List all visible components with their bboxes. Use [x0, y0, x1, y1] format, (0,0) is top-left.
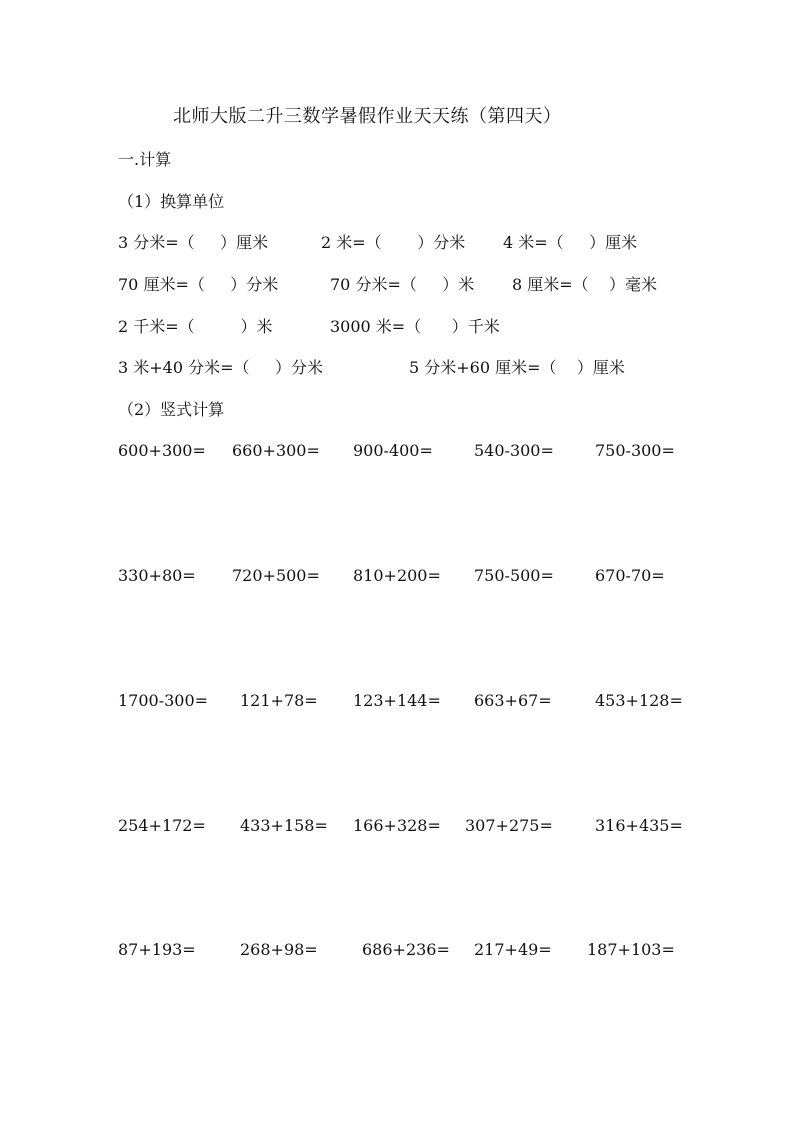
conversion-item: 3 米+40 分米=（ ）分米: [118, 358, 323, 377]
conversion-item: 2 千米=（ ）米: [118, 317, 273, 336]
calc-problem: 1700-300=: [118, 691, 209, 710]
calc-problem: 540-300=: [474, 441, 554, 460]
section-heading: 一.计算: [118, 150, 172, 169]
calc-problem: 600+300=: [118, 441, 206, 460]
calc-problem: 663+67=: [474, 691, 552, 710]
calc-problem: 686+236=: [362, 940, 450, 959]
calc-problem: 453+128=: [595, 691, 683, 710]
calc-problem: 720+500=: [232, 566, 320, 585]
page-title: 北师大版二升三数学暑假作业天天练（第四天）: [173, 106, 562, 127]
calc-problem: 810+200=: [353, 566, 441, 585]
calc-problem: 268+98=: [240, 940, 318, 959]
calc-problem: 660+300=: [232, 441, 320, 460]
calc-problem: 433+158=: [240, 816, 328, 835]
calc-problem: 123+144=: [353, 691, 441, 710]
part1-heading: （1）换算单位: [118, 192, 225, 211]
part2-heading: （2）竖式计算: [118, 400, 225, 419]
calc-problem: 87+193=: [118, 940, 196, 959]
conversion-item: 2 米=（ ）分米: [321, 233, 466, 252]
calc-problem: 217+49=: [474, 940, 552, 959]
calc-problem: 166+328=: [353, 816, 441, 835]
conversion-item: 8 厘米=（ ）毫米: [512, 275, 658, 294]
calc-problem: 900-400=: [353, 441, 433, 460]
calc-problem: 670-70=: [595, 566, 665, 585]
conversion-item: 70 厘米=（ ）分米: [118, 275, 279, 294]
calc-problem: 307+275=: [465, 816, 553, 835]
calc-problem: 254+172=: [118, 816, 206, 835]
conversion-item: 4 米=（ ）厘米: [503, 233, 638, 252]
calc-problem: 316+435=: [595, 816, 683, 835]
conversion-item: 70 分米=（ ）米: [330, 275, 475, 294]
conversion-item: 5 分米+60 厘米=（ ）厘米: [409, 358, 625, 377]
conversion-item: 3000 米=（ ）千米: [330, 317, 500, 336]
calc-problem: 330+80=: [118, 566, 196, 585]
calc-problem: 187+103=: [587, 940, 675, 959]
calc-problem: 750-500=: [474, 566, 554, 585]
conversion-item: 3 分米=（ ）厘米: [118, 233, 269, 252]
calc-problem: 750-300=: [595, 441, 675, 460]
calc-problem: 121+78=: [240, 691, 318, 710]
